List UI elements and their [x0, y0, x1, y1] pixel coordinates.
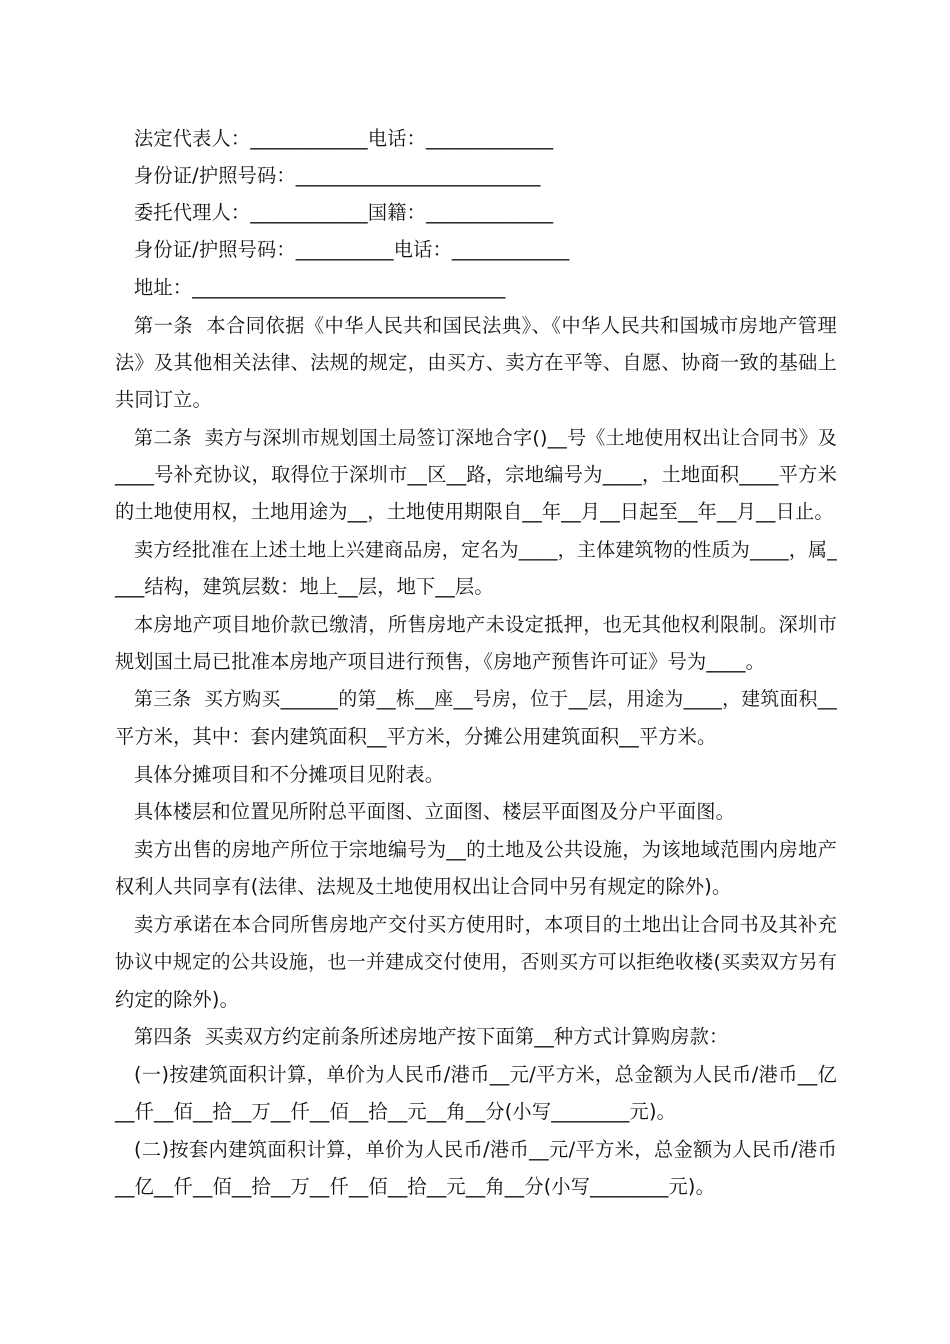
land-price-line-1: 本房地产项目地价款已缴清，所售房地产未设定抵押，也无其他权利限制。深圳市: [134, 613, 837, 636]
method-2-line-1: (二)按套内建筑面积计算，单价为人民币/港币__元/平方米，总金额为人民币/港币: [134, 1138, 837, 1161]
shared-items-line: 具体分摊项目和不分摊项目见附表。: [134, 763, 445, 786]
construction-line-1: 卖方经批准在上述土地上兴建商品房，定名为____，主体建筑物的性质为____，属_: [134, 539, 837, 561]
public-facilities-line-1: 卖方出售的房地产所位于宗地编号为__的土地及公共设施，为该地域范围内房地产: [134, 838, 837, 861]
seller-promise-line-2: 协议中规定的公共设施，也一并建成交付使用，否则买方可以拒绝收楼(买卖双方另有: [115, 951, 837, 973]
article-3-line-1: 第三条 买方购买______的第__栋__座__号房，位于__层，用途为____，建筑面积__: [134, 689, 837, 710]
id-passport-line-1: 身份证/护照号码：_________________________: [134, 164, 541, 187]
floor-location-line: 具体楼层和位置见所附总平面图、立面图、楼层平面图及分户平面图。: [134, 800, 736, 823]
seller-promise-line-1: 卖方承诺在本合同所售房地产交付买方使用时，本项目的土地出让合同书及其补充: [134, 913, 837, 936]
id-passport-line-2: 身份证/护照号码：__________电话：____________: [134, 238, 570, 261]
article-4-line: 第四条 买卖双方约定前条所述房地产按下面第__种方式计算购房款：: [134, 1025, 729, 1048]
article-3-line-2: 平方米，其中：套内建筑面积__平方米，分摊公用建筑面积__平方米。: [115, 725, 717, 748]
legal-representative-line: 法定代表人：____________电话：_____________: [134, 127, 554, 150]
public-facilities-line-2: 权利人共同享有(法律、法规及土地使用权出让合同中另有规定的除外)。: [115, 875, 732, 898]
address-line: 地址：________________________________: [134, 276, 506, 299]
article-2-line-1: 第二条 卖方与深圳市规划国土局签订深地合字()__号《土地使用权出让合同书》及: [134, 427, 837, 449]
article-2-line-3: 的土地使用权，土地用途为__，土地使用期限自__年__月__日起至__年__月__日止。: [115, 500, 834, 523]
land-price-line-2: 规划国土局已批准本房地产项目进行预售，《房地产预售许可证》号为____。: [115, 650, 765, 673]
method-2-line-2: __亿__仟__佰__拾__万__仟__佰__拾__元__角__分(小写________元)。: [115, 1175, 715, 1198]
method-1-line-2: __仟__佰__拾__万__仟__佰__拾__元__角__分(小写________元)。: [115, 1100, 677, 1123]
seller-promise-line-3: 约定的除外)。: [115, 988, 240, 1011]
article-1-line-3: 共同订立。: [115, 388, 212, 411]
article-1-line-1: 第一条 本合同依据《中华人民共和国民法典》、《中华人民共和国城市房地产管理: [134, 314, 837, 337]
method-1-line-1: (一)按建筑面积计算，单价为人民币/港币__元/平方米，总金额为人民币/港币__亿: [134, 1063, 837, 1086]
article-1-line-2: 法》及其他相关法律、法规的规定，由买方、卖方在平等、自愿、协商一致的基础上: [115, 351, 837, 374]
agent-nationality-line: 委托代理人：____________国籍：_____________: [134, 201, 554, 224]
construction-line-2: ___结构，建筑层数：地上__层，地下__层。: [115, 575, 494, 598]
article-2-line-2: ____号补充协议，取得位于深圳市__区__路，宗地编号为____，土地面积____平方米: [115, 463, 837, 486]
